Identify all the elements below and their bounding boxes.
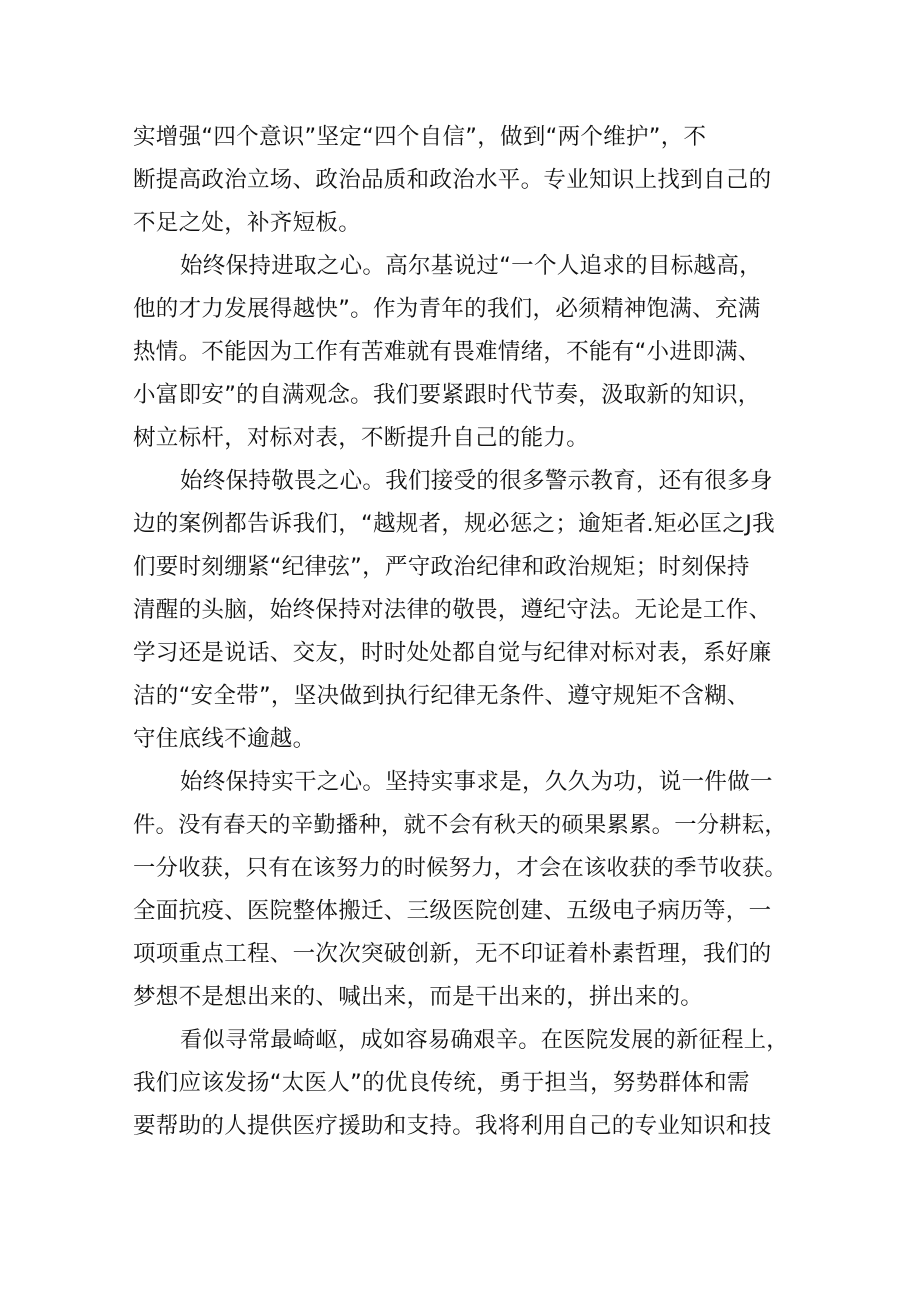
- text-line: 热情。不能因为工作有苦难就有畏难情绪，不能有“小进即满、: [133, 339, 761, 365]
- text-line: 我们应该发扬“太医人”的优良传统，勇于担当，努势群体和需: [133, 1070, 750, 1096]
- text-line: 不足之处，补齐短板。: [133, 210, 362, 236]
- text-line: 树立标杆，对标对表，不断提升自己的能力。: [133, 425, 590, 451]
- paragraph-first-line: 始终保持进取之心。高尔基说过“一个人追求的目标越高，: [180, 253, 762, 279]
- text-line: 全面抗疫、医院整体搬迁、三级医院创建、五级电子病历等，一: [133, 898, 772, 924]
- text-line: 学习还是说话、交友，时时处处都自觉与纪律对标对表，系好廉: [133, 640, 772, 666]
- text-line: 边的案例都告诉我们，“越规者，规必惩之；逾矩者.矩必匡之J我: [133, 511, 775, 537]
- text-line: 清醒的头脑，始终保持对法律的敬畏，遵纪守法。无论是工作、: [133, 597, 772, 623]
- text-line: 断提高政治立场、政治品质和政治水平。专业知识上找到自己的: [133, 167, 772, 193]
- text-line: 件。没有春天的辛勤播种，就不会有秋天的硕果累累。一分耕耘，: [133, 812, 787, 838]
- text-line: 小富即安”的自满观念。我们要紧跟时代节奏，汲取新的知识，: [133, 382, 761, 408]
- paragraph-first-line: 始终保持敬畏之心。我们接受的很多警示教育，还有很多身: [180, 468, 773, 494]
- text-line: 实增强“四个意识”坚定“四个自信”，做到“两个维护”，不: [133, 124, 707, 150]
- text-line: 项项重点工程、一次次突破创新，无不印证着朴素哲理，我们的: [133, 941, 772, 967]
- paragraph-first-line: 看似寻常最崎岖，成如容易确艰辛。在医院发展的新征程上，: [180, 1027, 789, 1053]
- text-line: 梦想不是想出来的、喊出来，而是干出来的，拼出来的。: [133, 984, 704, 1010]
- body-text: [133, 116, 793, 1148]
- paragraph-first-line: 始终保持实干之心。坚持实事求是，久久为功，说一件做一: [180, 769, 773, 795]
- text-line: 他的才力发展得越快”。作为青年的我们，必须精神饱满、充满: [133, 296, 761, 322]
- text-line: 洁的“安全带”，坚决做到执行纪律无条件、遵守规矩不含糊、: [133, 683, 750, 709]
- text-line: 守住底线不逾越。: [133, 726, 316, 752]
- text-line: 一分收获，只有在该努力的时候努力，才会在该收获的季节收获。: [133, 855, 787, 881]
- text-line: 要帮助的人提供医疗援助和支持。我将利用自己的专业知识和技: [133, 1113, 772, 1139]
- text-line: 们要时刻绷紧“纪律弦”，严守政治纪律和政治规矩；时刻保持: [133, 554, 750, 580]
